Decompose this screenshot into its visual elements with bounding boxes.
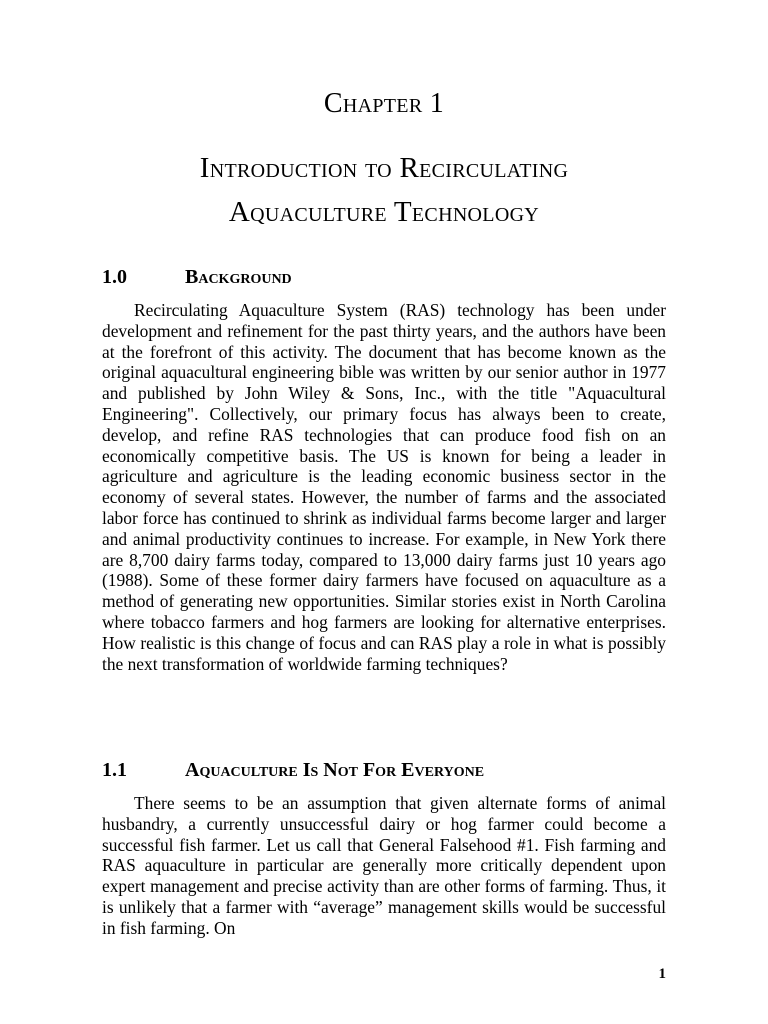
section-title: Background [185,266,292,288]
section-title: Aquaculture Is Not For Everyone [185,759,485,781]
page-number: 1 [658,966,666,982]
section-number: 1.0 [102,266,127,288]
chapter-title [0,146,768,234]
section-paragraph-background: Recirculating Aquaculture System (RAS) technology has been under development and refinement for the past thirty years, and the authors have been at the forefront of this activity. The document that has become known as the original aquacultural engineering bible was written by our senior author in 1977 and published by John Wiley & Sons, Inc., with the title "Aquacultural Engineering". Collectively, our primary focus has always been to create, develop, and refine RAS technologies that can produce food fish on an economically competitive basis. The US is known for being a leader in agriculture and agriculture is the leading economic business sector in the economy of several states. However, the number of farms and the associated labor force has continued to shrink as individual farms become larger and larger and animal productivity continues to increase. For example, in New York there are 8,700 dairy farms today, compared to 13,000 dairy farms just 10 years ago (1988). Some of these former dairy farmers have focused on aquaculture as a method of generating new opportunities. Similar stories exist in North Carolina where tobacco farmers and hog farmers are looking for alternative enterprises. How realistic is this change of focus and can RAS play a role in what is possibly the next transformation of worldwide farming techniques? [102,300,666,674]
section-number: 1.1 [102,759,127,781]
section-heading-background [102,266,702,289]
section-paragraph-not-for-everyone: There seems to be an assumption that given alternate forms of animal husbandry, a currently unsuccessful dairy or hog farmer could become a successful fish farmer. Let us call that General Falsehood #1. Fish farming and RAS aquaculture in particular are generally more critically dependent upon expert management and precise activity than are other forms of farming. Thus, it is unlikely that a farmer with “average” management skills would be successful in fish farming. On [102,793,666,938]
chapter-title-line-2: Aquaculture Technology [228,196,540,228]
section-heading-not-for-everyone [102,759,702,782]
chapter-label: Chapter 1 [323,88,445,119]
chapter-title-line-1: Introduction to Recirculating [199,152,569,184]
